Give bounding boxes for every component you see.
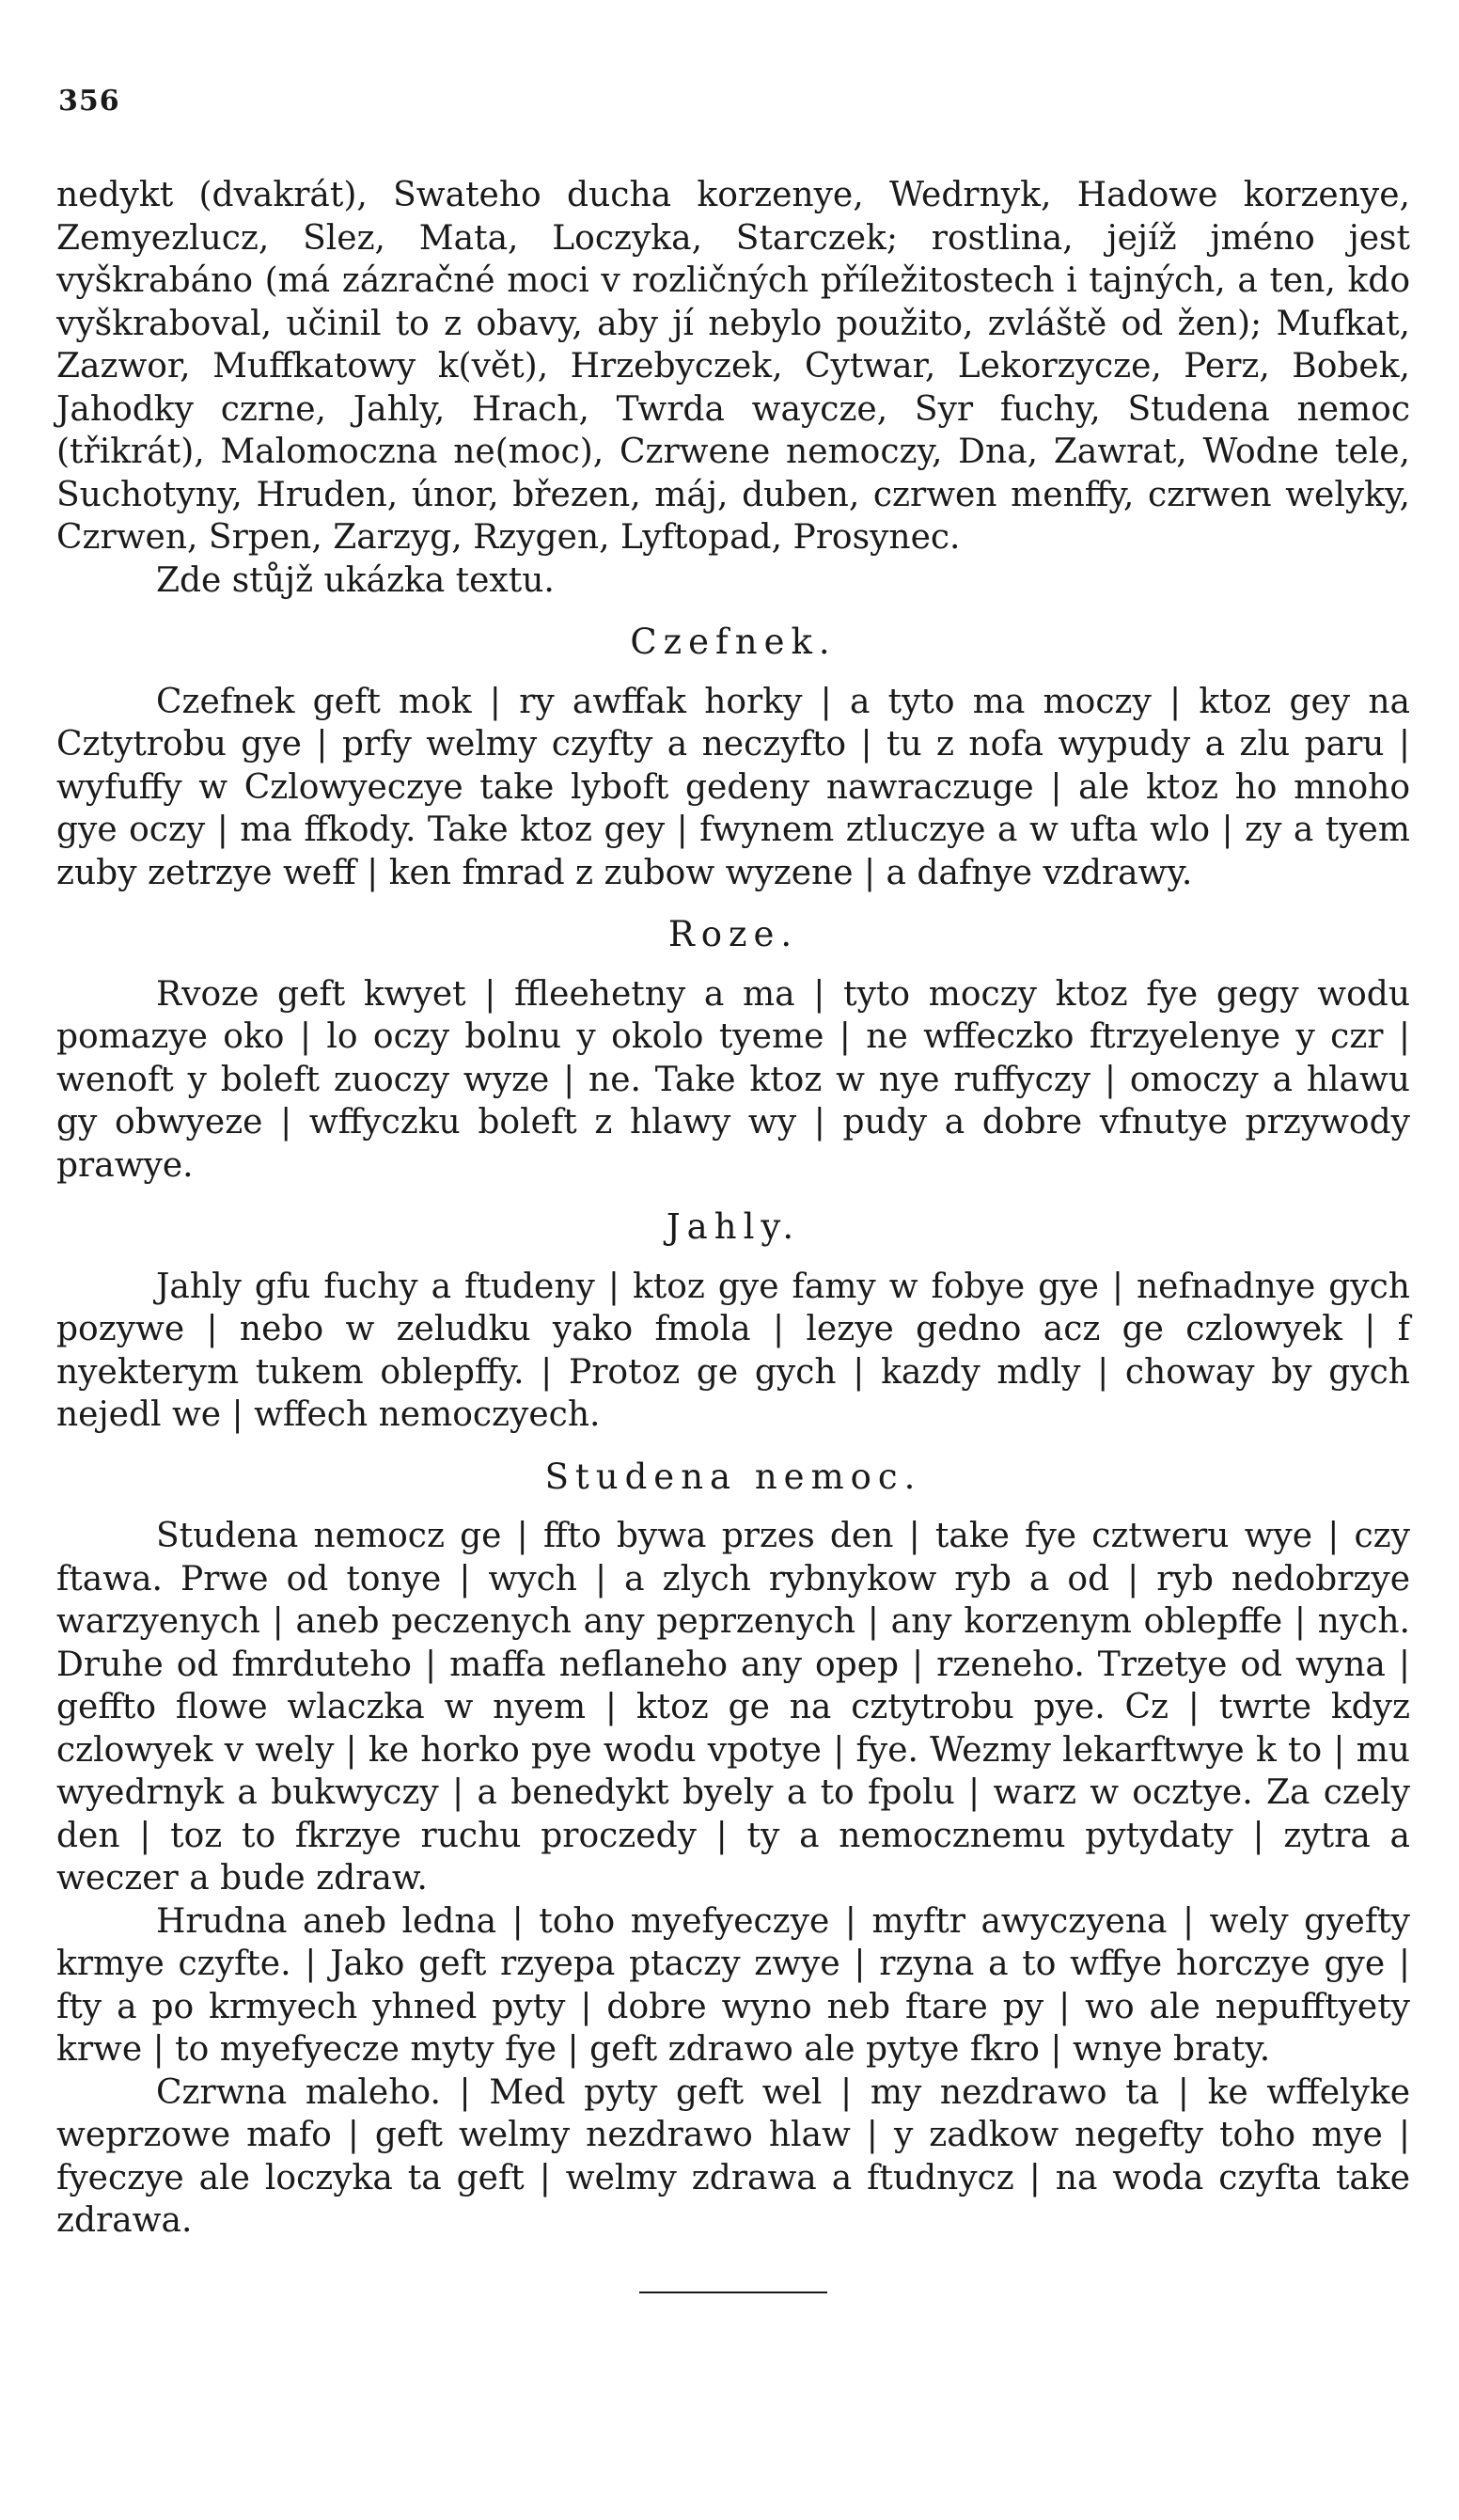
section-text-studena-nemoc-2: Hrudna aneb ledna | toho myefyeczye | myftr awyczyena | wely gyefty krmye czyfte. | Jako geft rzyepa ptaczy zwye | rzyna a to wffye horczye gye | fty a po krmyech yhned pyty | dobre wyno neb ftare py | wo ale nepufftyety krwe | to myefyecze myty fye | geft zdrawo ale pytye fkro | wnye braty.: [56, 1901, 1410, 2069]
page-body: [56, 174, 1410, 2293]
sample-note: Zde stůjž ukázka textu.: [156, 560, 555, 600]
section-text-czefnek: Czefnek geft mok | ry awffak horky | a tyto ma moczy | ktoz gey na Cztytrobu gye | prfy welmy czyfty a neczyfto | tu z nofa wypudy a zlu paru | wyfuffy w Czlowyeczye take lyboft gedeny nawraczuge | ale ktoz ho mnoho gye oczy | ma ffkody. Take ktoz gey | fwynem ztluczye a w ufta wlo | zy a tyem zuby zetrzye weff | ken fmrad z zubow wyzene | a dafnye vzdrawy.: [56, 682, 1410, 892]
section-text-roze: Rvoze geft kwyet | ffleehetny a ma | tyto moczy ktoz fye gegy wodu pomazye oko | lo oczy bolnu y okolo tyeme | ne wffeczko ftrzyelenye y czr | wenoft y boleft zuoczy wyze | ne. Take ktoz w nye ruffyczy | omoczy a hlawu gy obwyeze | wffyczku boleft z hlawy wy | pudy a dobre vfnutye przywody prawye.: [56, 974, 1410, 1185]
section-text-studena-nemoc-1: Studena nemocz ge | ffto bywa przes den | take fye cztweru wye | czy ftawa. Prwe od tonye | wych | a zlych rybnykow ryb a od | ryb nedobrzye warzyenych | aneb peczenych any peprzenych | any korzenym oblepffe | nych. Druhe od fmrduteho | maffa neflaneho any opep | rzeneho. Trzetye od wyna | geffto flowe wlaczka w nyem | ktoz ge na cztytrobu pye. Cz | twrte kdyz czlowyek v wely | ke horko pye wodu vpotye | fye. Wezmy lekarftwye k to | mu wyedrnyk a bukwyczy | a benedykt byely a to fpolu | warz w ocztye. Za czely den | toz to fkrzye ruchu proczedy | ty a nemocznemu pytydaty | zytra a weczer a bude zdraw.: [56, 1517, 1410, 1898]
section-title-studena-nemoc: Studena nemoc.: [544, 1456, 922, 1497]
section-text-jahly: Jahly gfu fuchy a ftudeny | ktoz gye famy w fobye gye | nefnadnye gych pozywe | nebo w zeludku yako fmola | lezye gedno acz ge czlowyek | f nyekterym tukem oblepffy. | Protoz ge gych | kazdy mdly | choway by gych nejedl we | wffech nemoczyech.: [56, 1267, 1410, 1434]
section-title-czefnek: Czefnek.: [630, 622, 837, 662]
section-title-roze: Roze.: [667, 914, 799, 954]
intro-paragraph: nedykt (dvakrát), Swateho ducha korzenye, Wedrnyk, Hadowe korzenye, Zemyezlucz, Slez, Mata, Loczyka, Starczek; rostlina, jejíž jméno jest vyškrabáno (má zázračné moci v rozličných příležitostech i tajných, a ten, kdo vyškraboval, učinil to z obavy, aby jí nebylo použito, zvláště od žen); Mufkat, Zazwor, Muffkatowy k(vět), Hrzebyczek, Cytwar, Lekorzycze, Perz, Bobek, Jahodky czrne, Jahly, Hrach, Twrda waycze, Syr fuchy, Studena nemoc (třikrát), Malomoczna ne(moc), Czrwene nemoczy, Dna, Zawrat, Wodne tele, Suchotyny, Hruden, únor, březen, máj, duben, czrwen menffy, czrwen welyky, Czrwen, Srpen, Zarzyg, Rzygen, Lyftopad, Prosynec.: [56, 176, 1410, 557]
page-number: 356: [58, 85, 120, 118]
section-text-studena-nemoc-3: Czrwna maleho. | Med pyty geft wel | my nezdrawo ta | ke wffelyke weprzowe mafo | geft welmy nezdrawo hlaw | y zadkow negefty toho mye | fyeczye ale loczyka ta geft | welmy zdrawa a ftudnycz | na woda czyfta take zdrawa.: [56, 2072, 1410, 2240]
section-title-jahly: Jahly.: [666, 1206, 801, 1247]
end-rule: [639, 2292, 827, 2293]
